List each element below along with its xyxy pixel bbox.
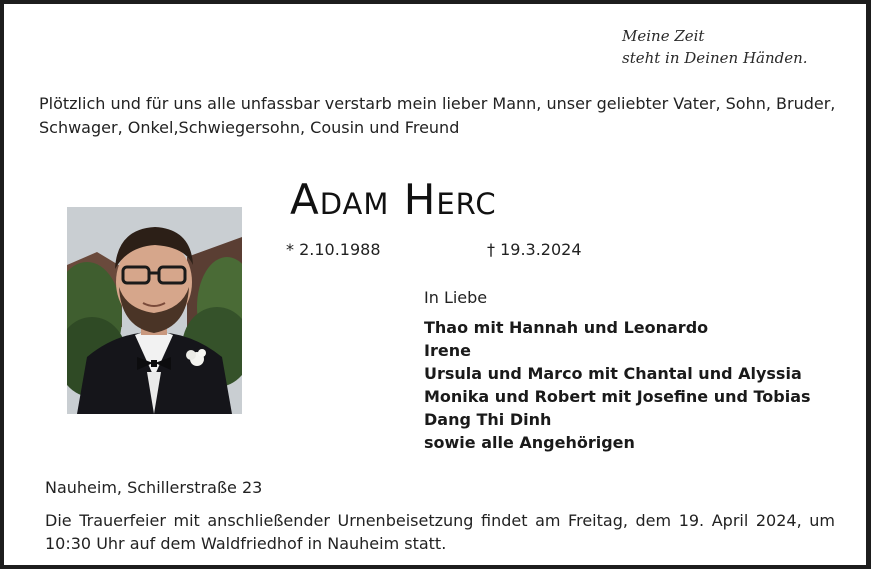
mourners-heading: In Liebe — [424, 288, 488, 307]
deceased-name: Adam Herc — [290, 175, 497, 224]
mourner-line: Monika und Robert mit Josefine und Tobias — [424, 387, 811, 406]
mourner-line: Irene — [424, 341, 471, 360]
motto-quote — [622, 25, 808, 69]
mourner-line: Dang Thi Dinh — [424, 410, 552, 429]
motto-line-2: steht in Deinen Händen. — [622, 49, 808, 67]
family-address: Nauheim, Schillerstraße 23 — [45, 478, 263, 497]
ceremony-info: Die Trauerfeier mit anschließender Urnenbeisetzung findet am Freitag, dem 19. April 2024, um 10:30 Uhr auf dem Waldfriedhof in Nauheim statt. — [45, 511, 835, 553]
portrait-illustration — [67, 207, 242, 414]
birth-date: * 2.10.1988 — [286, 240, 381, 259]
portrait-photo — [67, 207, 242, 414]
motto-line-1: Meine Zeit — [622, 27, 705, 45]
mourner-line: Ursula und Marco mit Chantal und Alyssia — [424, 364, 802, 383]
mourners-list — [424, 316, 811, 454]
intro-text: Plötzlich und für uns alle unfassbar verstarb mein lieber Mann, unser geliebter Vater, Sohn, Bruder, Schwager, Onkel,Schwiegersohn, Cousin und Freund — [39, 94, 836, 137]
mourner-line: Thao mit Hannah und Leonardo — [424, 318, 709, 337]
mourner-line: sowie alle Angehörigen — [424, 433, 635, 452]
death-date: † 19.3.2024 — [487, 240, 582, 259]
